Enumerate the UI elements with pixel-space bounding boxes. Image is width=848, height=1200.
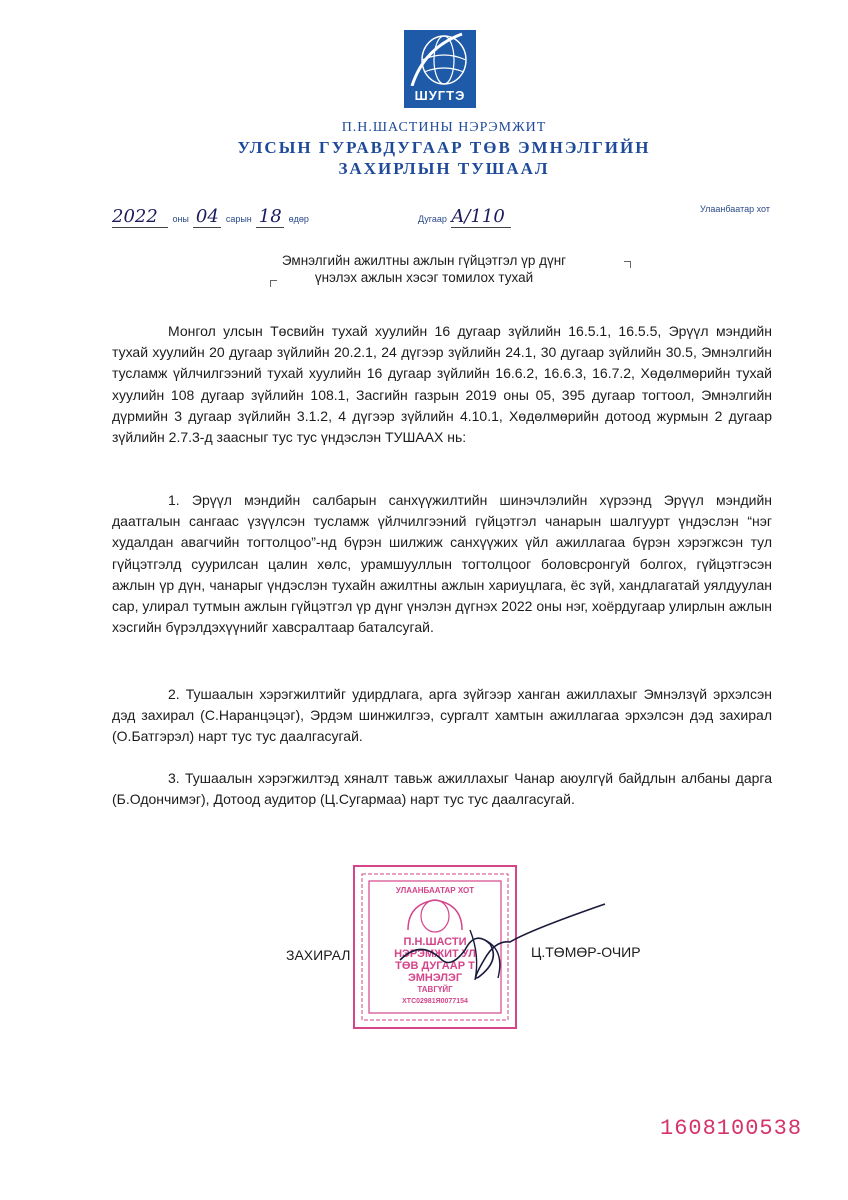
order-number	[418, 206, 511, 228]
signature-position: ЗАХИРАЛ	[286, 947, 351, 963]
date-day: 18	[256, 206, 284, 228]
title-corner-left	[270, 280, 277, 287]
stamp-code: ХТС02981Я0077154	[402, 998, 468, 1005]
order-title-line-2: үнэлэх ажлын хэсэг томилох тухай	[314, 270, 534, 285]
intro-paragraph: Монгол улсын Төсвийн тухай хуулийн 16 дугаар зүйлийн 16.5.1, 16.5.5, Эрүүл мэндийн тухай хуулийн 20 дугаар зүйлийн 20.2.1, 24 дүгээр зүйлийн 24.1, 30 дугаар зүйлийн 30.5, Эмнэлгийн тусламж үйлчилгээний тухай хуулийн 16 дугаар зүйлийн 16.6.2, 16.6.3, 16.7.2, Хөдөлмөрийн тухай хуулийн 108 дугаар зүйлийн 108.1, Засгийн газрын 2019 оны 05, 395 дугаар тогтоол, Эмнэлгийн дүрмийн 3 дугаар зүйлийн 3.1.2, 4 дүгээр зүйлийн 4.10.1, Хөдөлмөрийн дотоод журмын 2 дугаар зүйлийн 2.7.3-д заасныг тус тус үндэслэн ТУШААХ нь:	[112, 323, 772, 446]
date-month: 04	[193, 206, 221, 228]
order-number-value: A/110	[451, 206, 511, 228]
order-date	[112, 206, 309, 228]
order-item-2: 2. Тушаалын хэрэгжилтийг удирдлага, арга зүйгээр ханган ажиллахыг Эмнэлзүй эрхэлсэн дэд захирал (С.Наранцэцэг), Эрдэм шинжилгээ, сургалт хамтын ажиллагаа эрхэлсэн дэд захирал (О.Батгэрэл) нарт тус тус даалгасугай.	[112, 686, 772, 745]
order-title-line-1: Эмнэлгийн ажилтны ажлын гүйцэтгэл үр дүнг	[281, 253, 567, 268]
date-year: 2022	[112, 206, 168, 228]
title-corner-right	[624, 261, 631, 268]
stamp-line-4: ЭМНЭЛЭГ	[407, 972, 463, 984]
stamp-line-3: ТӨВ ДУГААР Т	[395, 960, 475, 972]
header-line-1: П.Н.ШАСТИНЫ НЭРЭМЖИТ	[341, 120, 547, 135]
logo-text: ШУГТЭ	[414, 88, 466, 103]
handwritten-signature-icon	[380, 900, 610, 990]
date-day-label: өдөр	[288, 214, 309, 224]
stamp-top-text: УЛААНБААТАР ХОТ	[395, 886, 475, 895]
header-line-3: ЗАХИРЛЫН ТУШААЛ	[338, 159, 550, 178]
order-item-1: 1. Эрүүл мэндийн салбарын санхүүжилтийн шинэчлэлийн хүрээнд Эрүүл мэндийн даатгалын сангаас үзүүлсэн тусламж үйлчилгээний гүйцэтгэл чанарын шалгуурт үндэслэн “нэг худалдан авагчийн тогтолцоо”-нд бүрэн шилжиж санхүүжих үйл ажиллагаа бүрэн хэрэгжсэн тул гүйцэтгэлд суурилсан цалин хөлс, урамшууллын тогтолцоог боловсронгуй болгох, гүйцэтгэсэн ажлын үр дүн, чанарыг үндэслэн тухайн ажилтны ажлын хариуцлага, ёс зүй, хандлагатай уялдуулан сар, улирал тутмын ажлын гүйцэтгэл үр дүнг үнэлэн дүгнэх 2022 оны нэг, хоёрдугаар улирлын ажлын хэсгийн бүрэлдэхүүнийг хавсралтаар баталсугай.	[112, 492, 772, 636]
stamp-line-1: П.Н.ШАСТИ	[403, 936, 467, 948]
order-number-label: Дугаар	[418, 214, 447, 224]
hospital-logo	[404, 30, 476, 108]
stamp-line-5: ТАВГҮЙГ	[417, 985, 453, 994]
header-line-2: УЛСЫН ГУРАВДУГААР ТӨВ ЭМНЭЛГИЙН	[237, 138, 651, 157]
place-label: Улаанбаатар хот	[700, 204, 770, 214]
stamp-line-2: НЭРЭМЖИТ УЛ	[394, 948, 476, 960]
order-item-3: 3. Тушаалын хэрэгжилтэд хяналт тавьж ажиллахыг Чанар аюулгүй байдлын албаны дарга (Б.Одончимэг), Дотоод аудитор (Ц.Сугармаа) нарт тус тус даалгасугай.	[112, 770, 772, 808]
document-serial-number: 1608100538	[660, 1116, 803, 1141]
date-month-label: сарын	[225, 214, 252, 224]
signature-name: Ц.ТӨМӨР-ОЧИР	[531, 944, 641, 960]
date-year-label: оны	[172, 214, 189, 224]
